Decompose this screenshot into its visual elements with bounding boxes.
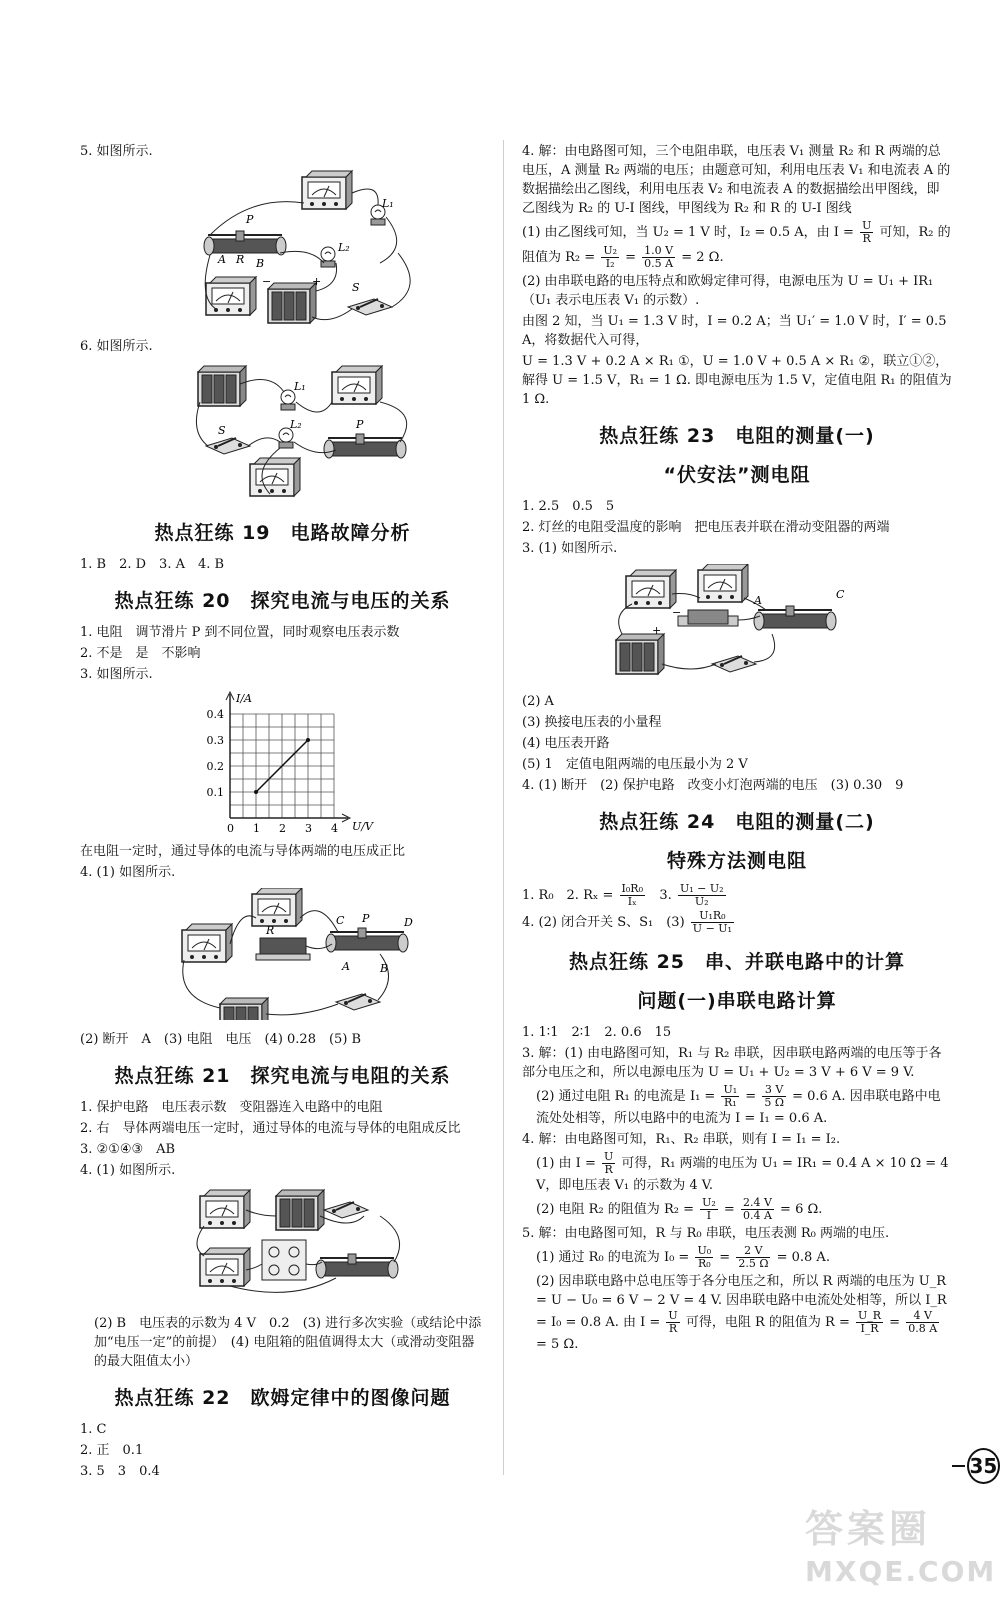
section-25-q5: 5. 解：由电路图可知，R 与 R₀ 串联，电压表测 R₀ 两端的电压.: [522, 1226, 890, 1241]
section-23-q4: 4. (1) 断开 (2) 保护电路 改变小灯泡两端的电压 (3) 0.30 9: [522, 778, 904, 793]
x-tick-label: 1: [253, 822, 260, 832]
fraction-den: 5 Ω: [764, 1096, 784, 1109]
section-20-q4: 4. (1) 如图所示.: [80, 865, 176, 880]
site-watermark: [805, 1498, 995, 1598]
section-24-q1-3: [522, 883, 952, 908]
fraction-u2-over-i2: [601, 245, 619, 270]
fraction-u-over-r-q5: [666, 1310, 679, 1335]
fraction-num: U₁R₀: [691, 910, 734, 923]
section-20-q4-answers: (2) 断开 A (3) 电阻 电压 (4) 0.28 (5) B: [80, 1032, 362, 1047]
fraction-den: R: [604, 1163, 613, 1176]
y-tick-label: 0.3: [206, 734, 224, 747]
fraction-den: 0.4 A: [742, 1209, 772, 1222]
section-21-q2: 2. 右 导体两端电压一定时，通过导体的电流与导体的电阻成反比: [80, 1121, 461, 1136]
label-s-q6: S: [218, 424, 226, 437]
fraction-num: 3 V: [762, 1084, 786, 1097]
y-tick-label: 0.2: [206, 760, 224, 773]
section-25-title: 热点狂练 25 串、并联电路中的计算: [568, 951, 906, 973]
s25-q5-text-b: = 0.8 A.: [776, 1250, 830, 1265]
data-point: [254, 790, 258, 794]
section-20-title: 热点狂练 20 探究电流与电压的关系: [114, 590, 451, 612]
label-c-s20: C: [336, 914, 345, 927]
fraction-u1r0-over-u-minus-u1: [691, 910, 734, 935]
y-tick-label: 0.4: [206, 708, 224, 721]
fraction-num: 1.0 V: [644, 244, 674, 257]
fraction-num: 2 V: [736, 1245, 770, 1258]
s24-q4-text: 4. (2) 闭合开关 S、S₁ (3): [522, 915, 685, 930]
fraction-num: U: [603, 1150, 614, 1163]
watermark-line2: MXQE.COM: [805, 1555, 997, 1588]
fraction-num: 2.4 V: [742, 1196, 772, 1209]
section-24-subtitle: 特殊方法测电阻: [666, 850, 807, 872]
section-25-q4-part1: [522, 1151, 952, 1195]
fraction-den: 0.8 A: [908, 1322, 938, 1335]
fraction-u0-over-r0: [695, 1245, 713, 1270]
fraction-den: I₂: [605, 257, 615, 270]
section-25-q4: 4. 解：由电路图可知，R₁、R₂ 串联，则有 I = I₁ = I₂.: [522, 1132, 841, 1147]
fraction-den: R: [862, 232, 871, 245]
x-tick-label: 2: [279, 822, 286, 832]
s25-q5-text-c: (2) 因串联电路中总电压等于各分电压之和，所以 R 两端的电压为 U_R = U − U₀ = 6 V − 2 V = 4 V. 因串联电路中电流处处相等，所以 I_R = I₀ = 0.8 A. 由 I =: [536, 1274, 947, 1330]
section-19-title: 热点狂练 19 电路故障分析: [154, 522, 411, 544]
s25-q4-text-a: (1) 由 I =: [536, 1156, 596, 1171]
section-24-title: 热点狂练 24 电阻的测量(二): [599, 811, 875, 833]
section-25-subtitle: 问题(一)串联电路计算: [637, 990, 837, 1012]
fraction-2v-over-25o: [736, 1245, 770, 1270]
circuit-diagram-s23-q3: [522, 564, 952, 686]
label-a-s23: A: [754, 594, 762, 607]
s25-q4-text-c: (2) 电阻 R₂ 的阻值为 R₂ =: [536, 1202, 694, 1217]
watermark-line1: 答案圈: [805, 1507, 932, 1551]
fraction-u1-minus-u2-over-u2: [678, 883, 726, 908]
section-25-q1-2: 1. 1∶1 2∶1 2. 0.6 15: [522, 1025, 672, 1040]
label-p: P: [246, 213, 254, 226]
q4-part1-text-c: = 2 Ω.: [681, 250, 724, 265]
x-tick-label: 4: [331, 822, 338, 832]
section-19-answers: 1. B 2. D 3. A 4. B: [80, 557, 225, 572]
fraction-den: 2.5 Ω: [738, 1257, 769, 1270]
section-22-q2: 2. 正 0.1: [80, 1443, 144, 1458]
circuit-diagram-s21-q4: [80, 1186, 485, 1308]
section-25-q5-part2: (2) 因串联电路中总电压等于各分电压之和，所以 R 两端的电压为 U_R = U − U₀ = 6 V − 2 V = 4 V. 因串联电路中电流处处相等，所以 I_R = I₀ = 0.8 A. 由 I = $\frac{U}{R}$ 可得，电阻 R 的阻值为 R = $\frac{U\_R}{I\_R}$ = $\frac{4 V}{0.8 A}$ = 5 Ω.: [536, 1274, 947, 1352]
s24-text-a: 1. R₀ 2. Rₓ =: [522, 888, 614, 903]
q4-solution-intro: 4. 解：由电路图可知，三个电阻串联，电压表 V₁ 测量 R₂ 和 R 两端的总电压，A 测量 R₂ 两端的电压；由题意可知，利用电压表 V₁ 和电流表 A 的数据描绘出乙图线，利用电压表 V₂ 和电流表 A 的数据描绘出甲图线，即乙图线为 R₂ 的 U-I 图线，甲图线为 R₂ 和 R 的 U-I 图线: [522, 144, 951, 216]
fraction-num: U: [668, 1309, 678, 1322]
page-number: [952, 1448, 1000, 1484]
section-23-q3-a5: (5) 1 定值电阻两端的电压最小为 2 V: [522, 757, 748, 772]
fraction-num: U₂: [702, 1196, 716, 1209]
fraction-u1-over-r1: [721, 1084, 739, 1109]
label-minus-s23: −: [672, 606, 682, 619]
section-23-q3-a4: (4) 电压表开路: [522, 736, 610, 751]
fraction-u-over-r-q4: [602, 1151, 615, 1176]
s25-q4-text-d: = 6 Ω.: [780, 1202, 823, 1217]
section-21-q4-answers: (2) B 电压表的示数为 4 V 0.2 (3) 进行多次实验（或结论中添加“电压一定”的前提） (4) 电阻箱的阻值调得太大（或滑动变阻器的最大阻值太小）: [94, 1316, 482, 1369]
label-b: B: [256, 257, 265, 270]
section-23-subtitle: “伏安法”测电阻: [663, 464, 811, 486]
label-l1: L₁: [382, 197, 394, 210]
right-column: [522, 140, 952, 1356]
fraction-4v-over-08a: [906, 1310, 939, 1335]
x-tick-label: 0: [227, 822, 234, 832]
label-plus-s23: +: [652, 624, 662, 637]
fraction-den: R₀: [697, 1257, 711, 1270]
section-25-q3: 3. 解：(1) 由电路图可知，R₁ 与 R₂ 串联，因串联电路两端的电压等于各部分电压之和，所以电源电压为 U = U₁ + U₂ = 3 V + 6 V = 9 V.: [522, 1046, 942, 1080]
label-l1-q6: L₁: [294, 380, 306, 393]
label-l2-q6: L₂: [290, 418, 302, 431]
s24-text-b: 3.: [659, 888, 672, 903]
section-23-q3: 3. (1) 如图所示.: [522, 541, 618, 556]
q4-solution-part2: (2) 由串联电路的电压特点和欧姆定律可得，电源电压为 U = U₁ + IR₁（U₁ 表示电压表 V₁ 的示数）.: [522, 274, 934, 308]
q4-solution-part3: 由图 2 知，当 U₁ = 1.3 V 时，I = 0.2 A；当 U₁′ = 1.0 V 时，I′ = 0.5 A，将数据代入可得，: [522, 314, 947, 348]
fraction-den: I: [706, 1209, 712, 1222]
s25-q4-text-b: 可得，R₁ 两端的电压为 U₁ = IR₁ = 0.4 A × 10 Ω = 4 V，即电压表 V₁ 的示数为 4 V.: [536, 1156, 949, 1193]
fraction-3v-over-5o: [762, 1084, 786, 1109]
section-22-q1: 1. C: [80, 1422, 107, 1437]
section-24-q4: [522, 910, 952, 935]
section-20-q3: 3. 如图所示.: [80, 667, 153, 682]
fraction-u-over-r: [860, 220, 873, 245]
label-minus: −: [262, 275, 272, 288]
label-r-s20: R: [266, 924, 275, 937]
fraction-ur-over-ir: [856, 1310, 883, 1335]
label-a-s20: A: [342, 960, 350, 973]
label-b-s20: B: [380, 962, 389, 975]
fraction-num: U₀: [697, 1244, 712, 1257]
y-axis-label: I/A: [236, 692, 252, 705]
label-d-s20: D: [404, 916, 413, 929]
x-axis-label: U/V: [352, 820, 373, 832]
section-22-title: 热点狂练 22 欧姆定律中的图像问题: [114, 1387, 451, 1409]
circuit-diagram-q6: [80, 362, 485, 506]
circuit-diagram-s20-q4: [80, 888, 485, 1024]
page-number-circle: 35: [967, 1448, 1000, 1484]
section-23-q3-a2: (2) A: [522, 694, 554, 709]
fraction-num: 4 V: [906, 1310, 939, 1323]
section-21-q3: 3. ②①④③ AB: [80, 1142, 176, 1157]
s25-q5-text-e: = 5 Ω.: [536, 1337, 579, 1352]
fraction-num: U₁ − U₂: [679, 882, 724, 895]
q4-solution-part1: (1) 由乙图线可知，当 U₂ = 1 V 时，I₂ = 0.5 A，由 I = $\frac{U}{R}$ 可知，R₂ 的阻值为 R₂ = $\frac{\text{U₂}}{\text{I₂}}$ = $\frac{1.0 V}{0.5 A}$ = 2 Ω.: [522, 219, 951, 270]
s25-q3-text-a: (2) 通过电阻 R₁ 的电流是 I₁ =: [536, 1089, 716, 1104]
q4-solution-part4: U = 1.3 V + 0.2 A × R₁ ①，U = 1.0 V + 0.5 A × R₁ ②，联立①②，解得 U = 1.5 V，R₁ = 1 Ω. 即电源电压为 1.5 V，定值电阻 R₁ 的阻值为 1 Ω.: [522, 354, 952, 407]
fraction-24v-over-04a: [741, 1197, 774, 1222]
left-column: [80, 140, 485, 1483]
section-20-conclusion: 在电阻一定时，通过导体的电流与导体两端的电压成正比: [80, 844, 406, 859]
fraction-num: U_R: [857, 1309, 882, 1322]
s25-q3-text-b: = 0.6 A. 因串联电路中电流处处相等，所以电路中的电流为 I = I₁ = 0.6 A.: [536, 1089, 941, 1126]
fraction-den: R: [668, 1322, 678, 1335]
section-21-q4: 4. (1) 如图所示.: [80, 1163, 176, 1178]
fraction-num: U₂: [603, 244, 617, 257]
section-20-q1: 1. 电阻 调节滑片 P 到不同位置，同时观察电压表示数: [80, 625, 400, 640]
label-plus: +: [312, 275, 322, 288]
fraction-den: 0.5 A: [644, 257, 674, 270]
section-22-q3: 3. 5 3 0.4: [80, 1464, 160, 1479]
section-25-q4-part2: (2) 电阻 R₂ 的阻值为 R₂ = $\frac{\text{U₂}}{I}$ = $\frac{2.4 V}{0.4 A}$ = 6 Ω.: [536, 1196, 823, 1222]
iu-graph: [80, 690, 485, 836]
q4-part1-text-b: 可知，R₂ 的阻值为 R₂ =: [522, 225, 951, 265]
fraction-den: R₁: [723, 1096, 737, 1109]
answer-q5: 5. 如图所示.: [80, 144, 153, 159]
label-p-q6: P: [356, 418, 364, 431]
fraction-den: Iₓ: [627, 895, 637, 908]
data-point: [306, 738, 310, 742]
label-a: A: [218, 253, 226, 266]
section-23-q2: 2. 灯丝的电阻受温度的影响 把电压表并联在滑动变阻器的两端: [522, 520, 890, 535]
fraction-num: U₁: [723, 1083, 738, 1096]
fraction-den: U₂: [694, 895, 709, 908]
section-20-q2: 2. 不是 是 不影响: [80, 646, 201, 661]
page-number-rule: [952, 1465, 965, 1467]
fraction-1v-over-05a: [642, 245, 675, 270]
s25-q5-text-a: (1) 通过 R₀ 的电流为 I₀ =: [536, 1250, 690, 1265]
y-tick-label: 0.1: [206, 786, 224, 799]
section-23-q1: 1. 2.5 0.5 5: [522, 499, 615, 514]
label-l2: L₂: [338, 241, 350, 254]
fraction-num: U: [862, 219, 872, 232]
circuit-diagram-q5: [80, 167, 485, 331]
section-25-q5-part1: (1) 通过 R₀ 的电流为 I₀ = $\frac{\text{U₀}}{\text{R₀}}$ = $\frac{2 V}{2.5 \Omega}$ = 0.8 A.: [536, 1244, 830, 1270]
label-s: S: [352, 281, 360, 294]
fraction-den: I_R: [860, 1322, 879, 1335]
label-p-s20: P: [362, 912, 370, 925]
section-25-q3-part2: (2) 通过电阻 R₁ 的电流是 I₁ = $\frac{\text{U₁}}{\text{R₁}}$ = $\frac{3 V}{5 \Omega}$ = 0.6 A. 因串联电路中电流处处相等，所以电路中的电流为 I = I₁ = 0.6 A.: [536, 1083, 941, 1126]
section-23-title: 热点狂练 23 电阻的测量(一): [599, 425, 875, 447]
x-tick-label: 3: [305, 822, 312, 832]
q4-part1-text-a: (1) 由乙图线可知，当 U₂ = 1 V 时，I₂ = 0.5 A，由 I =: [522, 225, 854, 240]
answer-q6: 6. 如图所示.: [80, 339, 153, 354]
fraction-i0r0-over-ix: [620, 883, 645, 908]
column-divider: [503, 140, 504, 1475]
fraction-u2-over-i: [700, 1197, 718, 1222]
section-21-q1: 1. 保护电路 电压表示数 变阻器连入电路中的电阻: [80, 1100, 383, 1115]
section-23-q3-a3: (3) 换接电压表的小量程: [522, 715, 662, 730]
section-21-title: 热点狂练 21 探究电流与电阻的关系: [114, 1065, 451, 1087]
s25-q5-text-d: 可得，电阻 R 的阻值为 R =: [685, 1315, 850, 1330]
label-r: R: [236, 253, 245, 266]
fraction-num: I₀R₀: [621, 882, 643, 895]
fraction-den: U − U₁: [692, 922, 732, 935]
label-c-s23: C: [836, 588, 845, 601]
